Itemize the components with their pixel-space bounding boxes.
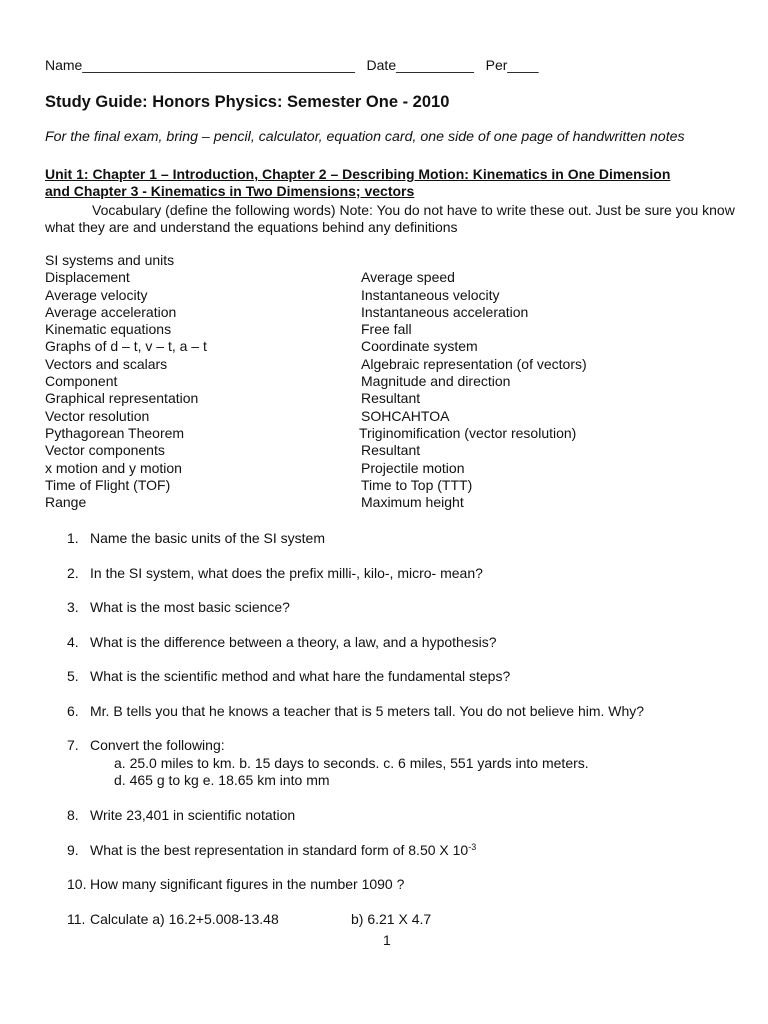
question-number: 6. (67, 703, 79, 719)
question-text: Write 23,401 in scientific notation (90, 807, 296, 823)
vocab-item: Range (45, 494, 87, 511)
document-title: Study Guide: Honors Physics: Semester One - 2010 (45, 93, 450, 111)
question-4 (67, 634, 497, 651)
question-text: What is the best representation in standard form of 8.50 X 10 (90, 842, 469, 858)
vocab-item: Average speed (361, 269, 455, 286)
question-number: 4. (67, 634, 79, 650)
vocab-item: Instantaneous velocity (361, 286, 500, 303)
vocab-list-left (45, 252, 207, 511)
question-3 (67, 599, 290, 616)
question-7 (67, 737, 225, 754)
vocab-item: Free fall (361, 321, 412, 338)
vocab-item: Pythagorean Theorem (45, 424, 185, 441)
vocab-item: Vector resolution (45, 407, 150, 424)
question-number: 9. (67, 842, 79, 858)
document-subtitle: For the final exam, bring – pencil, calculator, equation card, one side of one page of handwritten notes (45, 129, 685, 145)
question-number: 2. (67, 565, 79, 581)
question-7-parts-abc: a. 25.0 miles to km. b. 15 days to seconds. c. 6 miles, 551 yards into meters. (114, 755, 589, 771)
date-field-label: Date__________ (366, 57, 474, 73)
question-8 (67, 807, 295, 824)
question-text: Calculate a) 16.2+5.008-13.48 (90, 911, 279, 927)
vocab-item: Maximum height (361, 494, 464, 511)
question-number: 7. (67, 737, 79, 753)
header-line (45, 57, 539, 74)
question-5 (67, 668, 510, 685)
question-text: What is the difference between a theory, a law, and a hypothesis? (90, 634, 497, 650)
unit-heading-line2: and Chapter 3 - Kinematics in Two Dimensions; vectors (45, 183, 415, 199)
question-text: What is the most basic science? (90, 599, 290, 615)
vocab-item: Triginomification (vector resolution) (359, 424, 577, 441)
vocab-note (45, 202, 735, 235)
vocab-item: SOHCAHTOA (361, 407, 450, 424)
vocab-item: Coordinate system (361, 338, 478, 355)
question-number: 10. (67, 876, 87, 892)
vocab-item: Vectors and scalars (45, 355, 168, 372)
question-number: 1. (67, 530, 79, 546)
page-number: 1 (383, 932, 391, 948)
period-field-label: Per____ (485, 57, 539, 73)
vocab-item: SI systems and units (45, 252, 175, 268)
question-text: Mr. B tells you that he knows a teacher that is 5 meters tall. You do not believe him. Why? (90, 703, 645, 719)
vocab-item: Graphical representation (45, 390, 199, 407)
vocab-list-right (361, 252, 587, 511)
vocab-item (361, 252, 587, 269)
vocab-item: Projectile motion (361, 459, 465, 476)
question-2 (67, 565, 483, 582)
vocab-item: Average acceleration (45, 303, 177, 320)
vocab-note-text: Vocabulary (define the following words) Note: You do not have to write these out. Just be sure you know what they are and understand the equations behind any definitions (45, 202, 735, 235)
vocab-item: Resultant (361, 442, 421, 459)
question-7-parts-de: d. 465 g to kg e. 18.65 km into mm (114, 772, 330, 788)
vocab-item: Instantaneous acceleration (361, 303, 529, 320)
vocab-item: Time to Top (TTT) (361, 476, 473, 493)
question-1 (67, 530, 325, 547)
vocab-item: Vector components (45, 442, 165, 459)
question-text: In the SI system, what does the prefix milli-, kilo-, micro- mean? (90, 565, 483, 581)
question-number: 5. (67, 668, 79, 684)
question-text: Convert the following: (90, 737, 225, 753)
vocab-item: Algebraic representation (of vectors) (361, 355, 587, 372)
exponent: -3 (468, 842, 477, 852)
question-text: How many significant figures in the number 1090 ? (90, 876, 405, 892)
question-number: 8. (67, 807, 79, 823)
vocab-item: Magnitude and direction (361, 373, 511, 390)
question-11-part-b: b) 6.21 X 4.7 (351, 911, 432, 927)
vocab-item: Graphs of d – t, v – t, a – t (45, 338, 207, 355)
question-text: Name the basic units of the SI system (90, 530, 325, 546)
unit-heading-line1: Unit 1: Chapter 1 – Introduction, Chapter 2 – Describing Motion: Kinematics in One Dimension (45, 166, 671, 182)
question-number: 11. (67, 911, 86, 927)
name-field-label: Name___________________________________ (45, 57, 355, 73)
vocab-item: Resultant (361, 390, 421, 407)
vocab-item: Displacement (45, 269, 130, 286)
question-6 (67, 703, 644, 720)
vocab-item: Kinematic equations (45, 321, 172, 338)
question-text: What is the scientific method and what hare the fundamental steps? (90, 668, 511, 684)
vocab-item: Average velocity (45, 286, 148, 303)
question-11 (67, 911, 279, 928)
vocab-item: Time of Flight (TOF) (45, 476, 171, 493)
vocab-item: Component (45, 373, 118, 390)
vocab-item: x motion and y motion (45, 459, 182, 476)
question-number: 3. (67, 599, 79, 615)
question-9 (67, 842, 476, 859)
question-10 (67, 876, 404, 893)
